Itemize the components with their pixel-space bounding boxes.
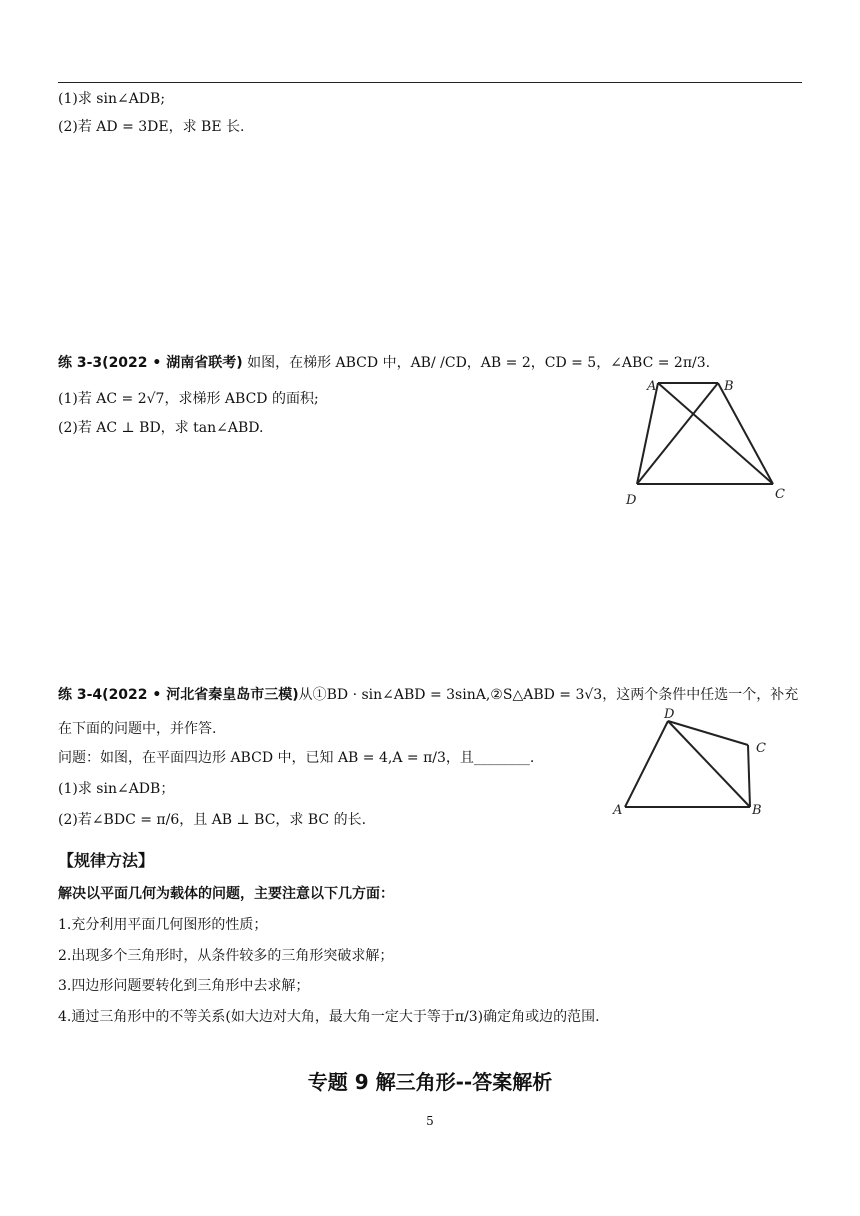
method-intro: 解决以平面几何为载体的问题，主要注意以下几方面：	[58, 886, 394, 902]
problem-3-4-question-2: (2)若∠BDC = π/6，且 AB ⊥ BC，求 BC 的长.	[58, 812, 367, 828]
trapezoid-vertex-b: B	[724, 379, 734, 394]
quadrilateral-vertex-a: A	[613, 803, 623, 818]
prev-question-1: (1)求 sin∠ADB;	[58, 91, 166, 107]
quadrilateral-vertex-c: C	[756, 741, 766, 756]
trapezoid-vertex-c: C	[775, 487, 785, 502]
trapezoid-vertex-d: D	[626, 493, 637, 508]
problem-3-4-stem-1: 从①BD · sin∠ABD = 3sinA,②S△ABD = 3√3，这两个条件中任选一个，补充	[298, 687, 799, 703]
problem-3-4-question-1: (1)求 sin∠ADB；	[58, 781, 175, 797]
page-number: 5	[426, 1114, 434, 1128]
method-item-1: 1.充分利用平面几何图形的性质；	[58, 917, 268, 933]
quadrilateral-vertex-b: B	[752, 803, 762, 818]
problem-3-3-label: 练 3-3(2022 • 湖南省联考)	[58, 355, 243, 371]
quadrilateral-figure	[610, 704, 780, 820]
method-item-3: 3.四边形问题要转化到三角形中去求解；	[58, 978, 310, 994]
problem-3-4-stem-line	[58, 684, 798, 704]
problem-3-3-stem-line	[58, 352, 710, 372]
trapezoid-figure	[620, 372, 790, 510]
quadrilateral-vertex-d: D	[664, 707, 675, 722]
method-heading: 【规律方法】	[58, 851, 155, 870]
method-item-4: 4.通过三角形中的不等关系(如大边对大角，最大角一定大于等于π/3)确定角或边的范围.	[58, 1009, 600, 1025]
problem-3-3-stem: 如图，在梯形 ABCD 中，AB/ /CD，AB = 2，CD = 5，∠ABC = 2π/3.	[247, 355, 711, 371]
prev-question-2: (2)若 AD = 3DE，求 BE 长.	[58, 119, 245, 135]
trapezoid-vertex-a: A	[647, 379, 657, 394]
method-item-2: 2.出现多个三角形时，从条件较多的三角形突破求解；	[58, 948, 394, 964]
section-title: 专题 9 解三角形--答案解析	[307, 1070, 553, 1094]
problem-3-3-question-1: (1)若 AC = 2√7，求梯形 ABCD 的面积;	[58, 391, 319, 407]
problem-3-4-label: 练 3-4(2022 • 河北省秦皇岛市三模)	[58, 687, 299, 703]
problem-3-4-stem-2: 在下面的问题中，并作答.	[58, 721, 217, 737]
problem-3-3-question-2: (2)若 AC ⊥ BD，求 tan∠ABD.	[58, 420, 264, 436]
header-rule	[58, 82, 802, 83]
problem-3-4-problem: 问题：如图，在平面四边形 ABCD 中，已知 AB = 4,A = π/3，且________.	[58, 750, 535, 766]
